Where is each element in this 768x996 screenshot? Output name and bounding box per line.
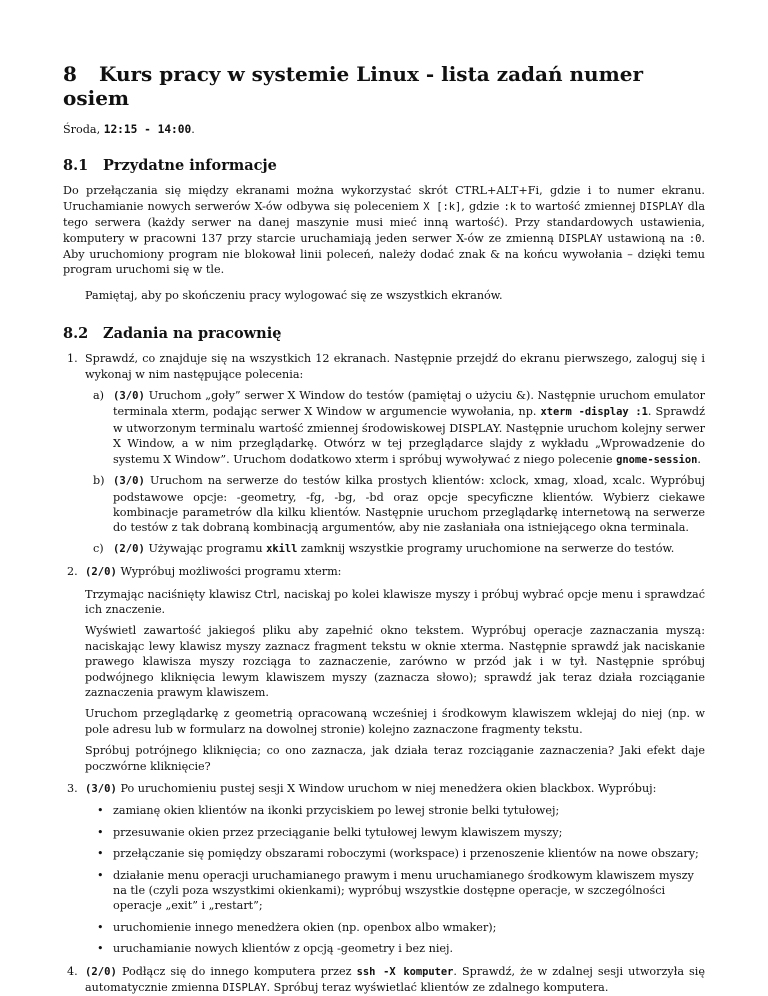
text-run: . Spróbuj teraz wyświetlać klientów ze zdalnego komputera.: [266, 981, 609, 995]
subtask-text: [113, 541, 705, 557]
text-run: Po uruchomieniu pustej sesji X Window uruchom w niej menedżera okien blackbox. Wypróbuj:: [116, 782, 657, 795]
subtask-text: [113, 473, 705, 536]
code-run: xkill: [266, 542, 298, 555]
section-heading-tasks: [63, 325, 705, 343]
chapter-title: Kurs pracy w systemie Linux - lista zadań numer osiem: [63, 62, 643, 110]
task-paragraph: Spróbuj potrójnego kliknięcia; co ono zaznacza, jak działa teraz rozciąganie zaznaczenia? Jaki efekt daje poczwórne kliknięcie?: [85, 744, 705, 773]
subtask-letter: c): [93, 541, 104, 555]
task-intro: [85, 564, 705, 580]
bullet-text: przesuwanie okien przez przeciąganie belki tytułowej lewym klawiszem myszy;: [113, 825, 563, 839]
task-item: [63, 564, 705, 774]
text-run: .: [697, 452, 701, 466]
task-item: [63, 964, 705, 996]
text-run: to wartość zmiennej: [516, 199, 640, 213]
text-run: . Sprawdź, że w zdalnej sesji utworzyła się automatycznie zmienna: [85, 964, 705, 995]
task-item: [63, 781, 705, 957]
session-date: [63, 122, 705, 137]
bullet-item: [85, 825, 705, 840]
task-paragraph: Trzymając naciśnięty klawisz Ctrl, naciskaj po kolei klawisze myszy i próbuj wybrać opcje menu i sprawdzać ich znaczenie.: [85, 587, 705, 616]
bullet-item: [85, 920, 705, 935]
logout-reminder: Pamiętaj, aby po skończeniu pracy wylogować się ze wszystkich ekranów.: [85, 288, 503, 302]
section-number: 8.1: [63, 157, 89, 175]
bullet-icon: •: [97, 804, 104, 818]
text-run: . Sprawdź w utworzonym terminalu wartość zmiennej środowiskowej DISPLAY. Następnie uruchom kolejny serwer X Window, a w nim przeglądarkę. Otwórz w tej przeglądarce slajdy z wykładu „Wprowadzenie do systemu X Window”. Uruchom dodatkowo xterm i spróbuj wywoływać z niego polecenie: [113, 405, 705, 466]
bullet-icon: •: [97, 942, 104, 956]
chapter-number: 8: [63, 62, 77, 86]
text-run: Wypróbuj możliwości programu xterm:: [116, 565, 342, 579]
task-number: 1.: [67, 352, 78, 366]
code-run: xterm -display :1: [540, 406, 648, 419]
bullet-icon: •: [97, 825, 104, 839]
points-label: (2/0): [113, 542, 145, 555]
points-label: (3/0): [85, 783, 117, 795]
points-label: (3/0): [113, 390, 145, 403]
subtask-item: [85, 388, 705, 468]
section-title: Zadania na pracownię: [103, 325, 282, 343]
text-run: zamknij wszystkie programy uruchomione na serwerze do testów.: [297, 541, 675, 555]
date-day: Środa,: [63, 123, 101, 136]
date-end: .: [191, 123, 195, 136]
task-text: [85, 964, 705, 996]
code-run: X [:k]: [423, 200, 462, 213]
code-run: :0: [688, 232, 702, 245]
bullet-icon: •: [97, 868, 104, 882]
page-title: [63, 62, 705, 110]
task-paragraph: Uruchom przeglądarkę z geometrią opracowaną wcześniej i środkowym klawiszem wklejaj do niej (np. w pole adresu lub w formularz na dowolnej stronie) kolejno zaznaczone fragmenty tekstu.: [85, 707, 705, 736]
date-time: 12:15 - 14:00: [103, 123, 192, 136]
section-title: Przydatne informacje: [103, 157, 277, 175]
bullet-text: zamianę okien klientów na ikonki przyciskiem po lewej stronie belki tytułowej;: [113, 804, 560, 818]
code-run: DISPLAY: [639, 200, 684, 213]
subtask-text: [113, 388, 705, 468]
bullet-item: [85, 803, 705, 818]
subtask-letter: b): [93, 474, 105, 488]
task-intro: Sprawdź, co znajduje się na wszystkich 12 ekranach. Następnie przejdź do ekranu pierwszego, zaloguj się i wykonaj w nim następujące polecenia:: [85, 352, 705, 381]
text-run: Uruchom „goły” serwer X Window do testów (pamiętaj o użyciu &). Następnie uruchom emulator terminala xterm, podając serwer X Window w argumencie wywołania, np.: [113, 389, 705, 419]
section-number: 8.2: [63, 325, 89, 343]
task-list: [63, 351, 705, 996]
bullet-list: [85, 803, 705, 956]
bullet-text: uruchamianie nowych klientów z opcją -geometry i bez niej.: [113, 942, 454, 956]
subtask-letter: a): [93, 389, 105, 403]
bullet-text: uruchomienie innego menedżera okien (np. openbox albo wmaker);: [113, 920, 497, 934]
task-number: 3.: [67, 782, 78, 795]
bullet-item: [85, 868, 705, 914]
points-label: (3/0): [113, 475, 145, 488]
bullet-text: przełączanie się pomiędzy obszarami roboczymi (workspace) i przenoszenie klientów na nowe obszary;: [113, 847, 699, 861]
subtask-list: [85, 388, 705, 557]
code-run: DISPLAY: [558, 232, 603, 245]
text-run: Podłącz się do innego komputera przez: [116, 964, 357, 978]
subtask-item: [85, 541, 705, 557]
task-intro: [85, 781, 705, 797]
task-item: [63, 351, 705, 557]
task-number: 2.: [67, 565, 78, 579]
code-run: DISPLAY: [222, 982, 267, 995]
text-run: . Aby uruchomiony program nie blokował linii poleceń, należy dodać znak & na końcu wywołania – dzięki temu program uruchomi się w tle.: [63, 231, 705, 277]
bullet-icon: •: [97, 847, 104, 861]
text-run: ustawioną na: [602, 231, 689, 245]
bullet-item: [85, 846, 705, 861]
text-run: Do przełączania się między ekranami można wykorzystać skrót CTRL+ALT+Fi, gdzie i to numer ekranu. Uruchamianie nowych serwerów X-ów odbywa się poleceniem: [63, 184, 705, 213]
text-run: , gdzie: [461, 199, 504, 213]
points-label: (2/0): [85, 965, 117, 978]
code-run: ssh -X komputer: [356, 965, 454, 978]
text-run: Uruchom na serwerze do testów kilka prostych klientów: xclock, xmag, xload, xcalc. Wypróbuj podstawowe opcje: -geometry, -fg, -bg, -bd oraz opcje specyficzne klientów. Wybierz ciekawe kombinacje parametrów dla kilku klientów. Następnie uruchom przeglądarkę internetową na serwerze do testów z tak dobraną kombinacją argumentów, aby nie zasłaniała ona istniejącego okna terminala.: [113, 474, 705, 535]
subtask-item: [85, 473, 705, 536]
bullet-text: działanie menu operacji uruchamianego prawym i menu uruchamianego środkowym klawiszem myszy na tle (czyli poza wszystkimi okienkami); wypróbuj wszystkie dostępne operacje, w szczególności operacje „exit” i „restart”;: [113, 868, 694, 913]
code-run: gnome-session: [616, 453, 698, 466]
document-page: [63, 62, 705, 996]
points-label: (2/0): [85, 566, 117, 579]
bullet-icon: •: [97, 920, 104, 934]
task-number: 4.: [67, 964, 78, 978]
bullet-item: [85, 941, 705, 956]
code-run: :k: [503, 200, 516, 213]
section-heading-info: [63, 157, 705, 175]
text-run: dla tego serwera (każdy serwer na danej maszynie musi mieć inną wartość). Przy standardowych ustawienia, komputery w pracowni 137 przy starcie uruchamiają jeden serwer X-ów ze zmienną: [63, 199, 705, 245]
task-paragraph: Wyświetl zawartość jakiegoś pliku aby zapełnić okno tekstem. Wypróbuj operacje zaznaczania myszą: naciskając lewy klawisz myszy zaznacz fragment tekstu w oknie xterma. Następnie sprawdź jak naciskanie prawego klawisza myszy rozciąga to zaznaczenie, zarówno w przód jak i w tył. Następnie spróbuj podwójnego kliknięcia lewym klawiszem myszy (zaznacza słowo); sprawdź jak teraz działa rozciąganie zaznaczenia prawym klawiszem.: [85, 624, 705, 699]
text-run: Używając programu: [144, 541, 267, 555]
info-paragraph: [63, 183, 705, 277]
